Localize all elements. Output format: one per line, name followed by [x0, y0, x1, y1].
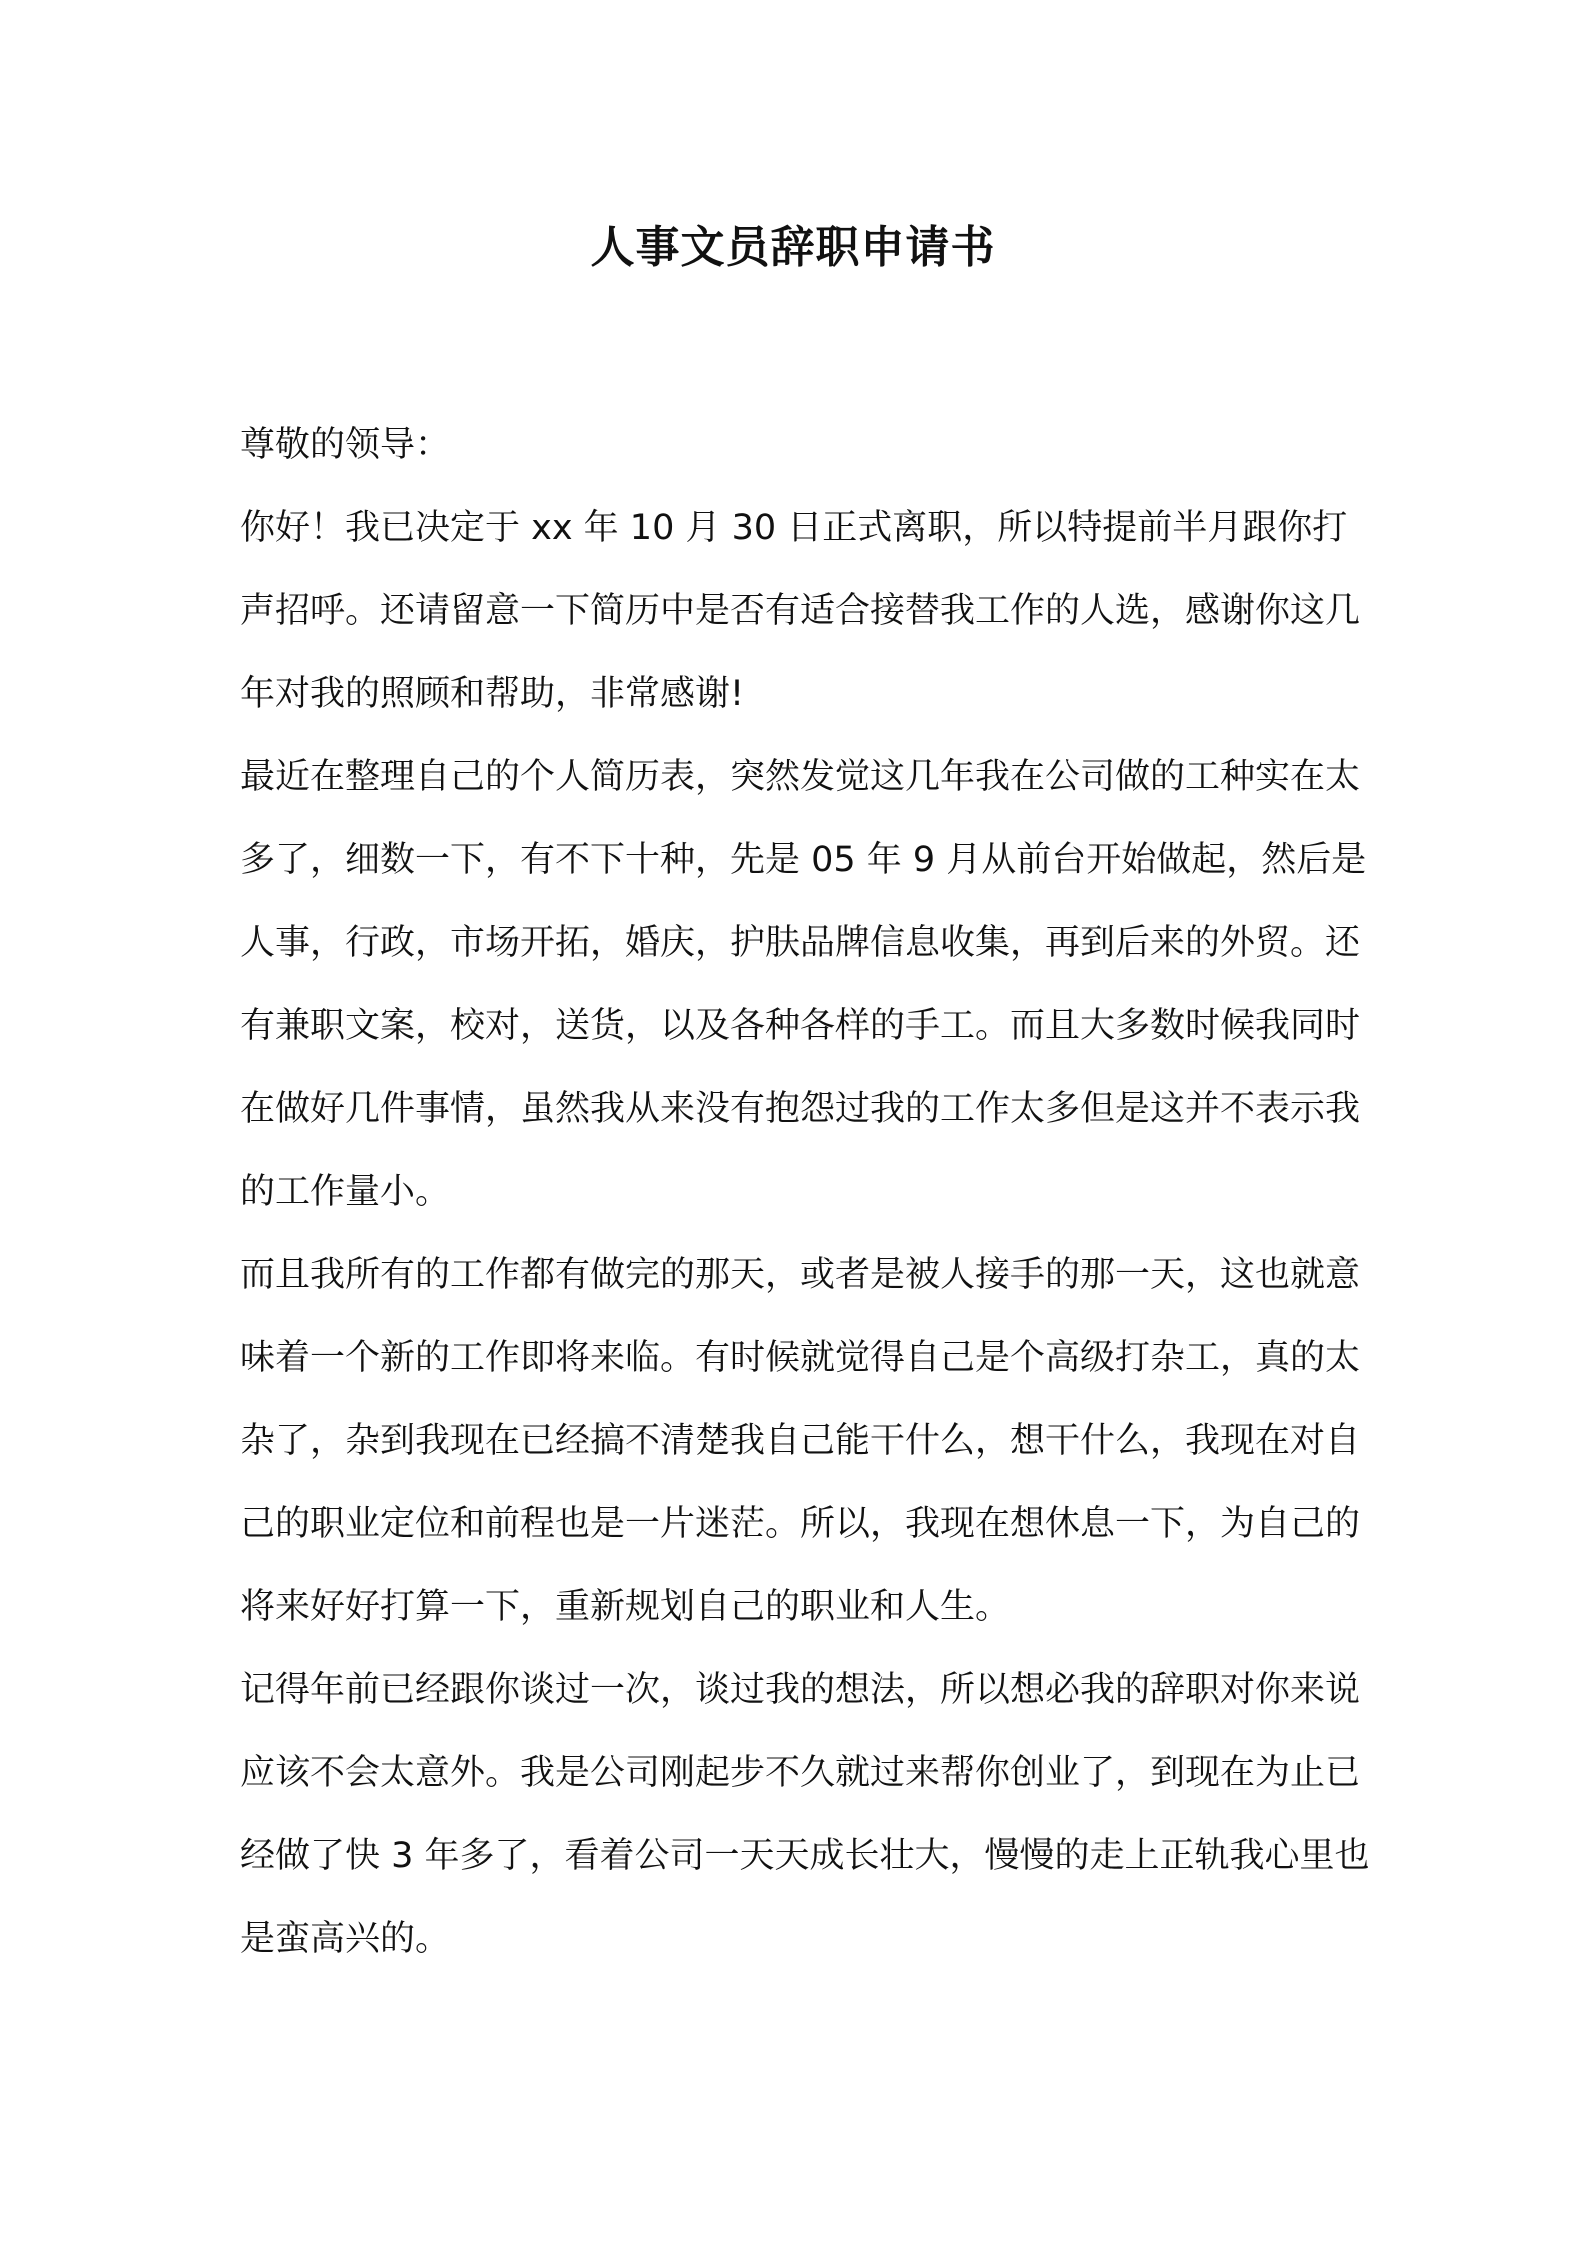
- paragraph-4: 记得年前已经跟你谈过一次，谈过我的想法，所以想必我的辞职对你来说应该不会太意外。我是公司刚起步不久就过来帮你创业了，到现在为止已经做了快 3 年多了，看着公司一天天成长壮大，慢慢的走上正轨我心里也是蛮高兴的。: [240, 1670, 1370, 1959]
- paragraph-2: 最近在整理自己的个人简历表，突然发觉这几年我在公司做的工种实在太多了，细数一下，有不下十种，先是 05 年 9 月从前台开始做起，然后是人事，行政，市场开拓，婚庆，护肤品牌信息收集，再到后来的外贸。还有兼职文案，校对，送货，以及各种各样的手工。而且大多数时候我同时在做好几件事情，虽然我从来没有抱怨过我的工作太多但是这并不表示我的工作量小。: [240, 757, 1367, 1212]
- document-title: 人事文员辞职申请书: [590, 222, 996, 273]
- paragraph-3: 而且我所有的工作都有做完的那天，或者是被人接手的那一天，这也就意味着一个新的工作即将来临。有时候就觉得自己是个高级打杂工，真的太杂了，杂到我现在已经搞不清楚我自己能干什么，想干什么，我现在对自己的职业定位和前程也是一片迷茫。所以，我现在想休息一下，为自己的将来好好打算一下，重新规划自己的职业和人生。: [240, 1255, 1361, 1627]
- salutation: 尊敬的领导：: [240, 425, 451, 465]
- letter-body: [240, 404, 1370, 1981]
- paragraph-1: 你好！我已决定于 xx 年 10 月 30 日正式离职，所以特提前半月跟你打声招呼。还请留意一下简历中是否有适合接替我工作的人选，感谢你这几年对我的照顾和帮助，非常感谢!: [240, 508, 1361, 714]
